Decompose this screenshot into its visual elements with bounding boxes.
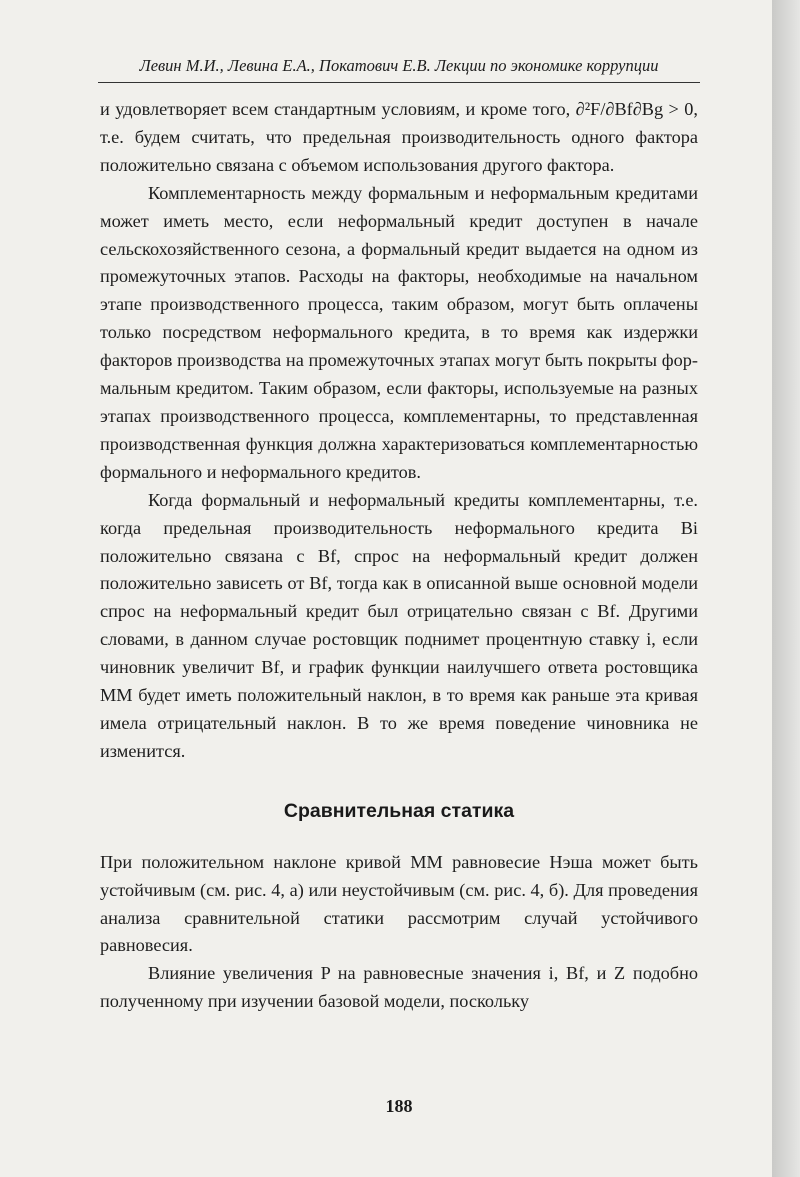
paragraph: Когда формальный и неформальный кредиты комплементарны, т.е. когда предельная производительность неформального кредита Bi положительно связана с Bf, спрос на неформальный кредит должен положительно зависеть от Bf, тогда как в описанной выше основной модели спрос на неформальный кредит был отрицательно связан с Bf. Другими словами, в данном случае ростовщик поднимет процентную ставку i, если чиновник увеличит Bf, и график функции наилучшего ответа ростовщика MM будет иметь положительный наклон, в то время как раньше эта кривая имела отрицательный наклон. В то же время поведение чиновника не изменится. bbox=[100, 489, 698, 761]
paragraph: и удовлетворяет всем стандартным условиям, и кроме того, ∂²F/∂Bf∂Bg > 0, т.е. будем считать, что предельная производительность одного фактора положительно связана с объемом использования другого фактора. bbox=[100, 99, 698, 175]
paragraphs-before-heading bbox=[100, 96, 698, 766]
page-edge bbox=[772, 0, 800, 1177]
paragraph: При положительном наклоне кривой MM равновесие Нэша может быть устойчивым (см. рис. 4, а) или неустойчивым (см. рис. 4, б). Для проведения анализа сравнительной статики рассмотрим случай устойчивого равновесия. bbox=[100, 851, 698, 956]
section-heading: Сравнительная статика bbox=[283, 799, 515, 822]
paragraphs-after-heading bbox=[100, 849, 698, 1016]
body-text bbox=[100, 96, 698, 1016]
paragraph: Комплементарность между формальным и неформальным кредитами может иметь место, если неформальный кредит доступен в начале сельскохозяйственного сезона, а формальный кредит выдается на одном из промежуточных этапов. Расходы на факторы, необходимые на начальном этапе производственного процесса, таким образом, могут быть оплачены только посредством неформального кредита, в то время как издержки факторов производства на промежуточных этапах могут быть покрыты формальным кредитом. Таким образом, если факторы, используемые на разных этапах производственного процесса, комплементарны, то представленная производственная функция должна характеризоваться комплементарностью формального и неформального кредитов. bbox=[100, 182, 698, 482]
paragraph: Влияние увеличения P на равновесные значения i, Bf, и Z подобно полученному при изучении базовой модели, поскольку bbox=[100, 963, 698, 1012]
header-rule bbox=[98, 82, 700, 83]
page-number: 188 bbox=[385, 1096, 413, 1116]
running-head: Левин М.И., Левина Е.А., Покатович Е.В. Лекции по экономике коррупции bbox=[139, 56, 659, 75]
